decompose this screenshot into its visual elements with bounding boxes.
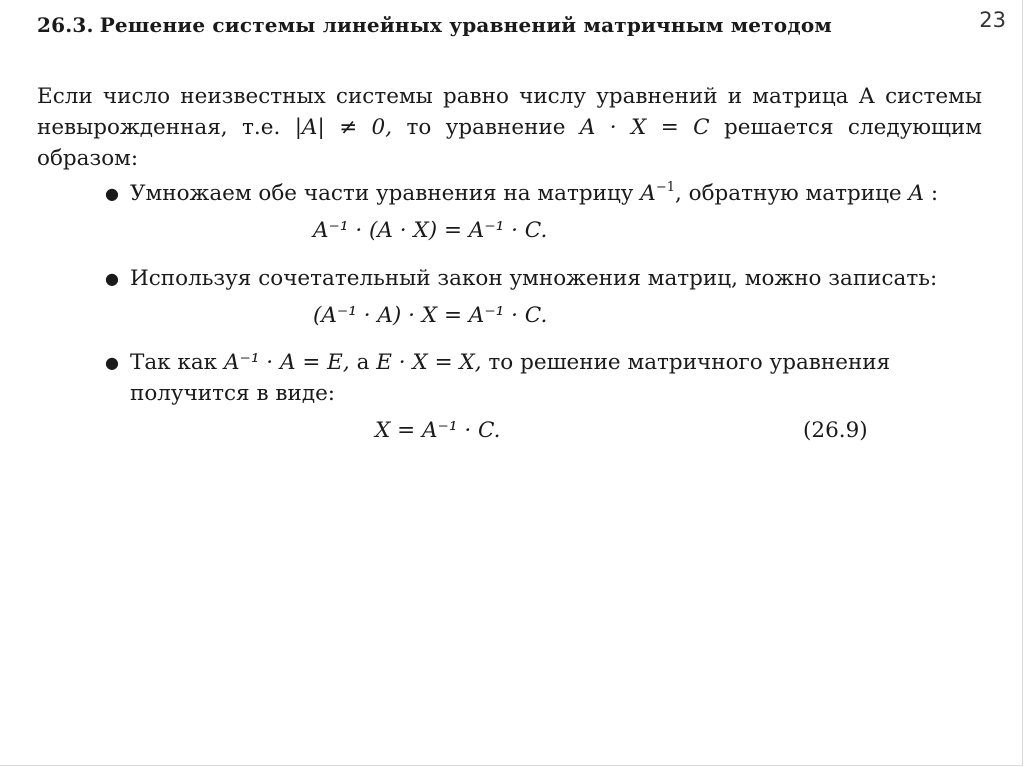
formula-2-text: (A⁻¹ · A) · X = A⁻¹ · C. — [313, 303, 548, 328]
bullet-dot: ● — [105, 184, 119, 203]
bullet-1-text-b: , обратную матрице — [674, 181, 902, 206]
matrix-equation: A · X = C — [579, 115, 710, 140]
bullet-3-math-a: A⁻¹ · A = E, — [223, 350, 350, 375]
section-heading — [37, 13, 832, 37]
determinant-condition: |A| ≠ 0, — [294, 115, 393, 140]
intro-line-1: Если число неизвестных системы равно числу уравнений и матрица А системы — [37, 84, 982, 109]
section-number: 26.3. — [37, 13, 94, 37]
bullet-1-text-c: : — [924, 181, 939, 206]
bullet-dot: ● — [105, 353, 119, 372]
formula-1 — [313, 218, 547, 243]
slide-number: 23 — [979, 8, 1006, 32]
intro-text-b: то уравнение — [406, 115, 566, 140]
bullet-2-text: Используя сочетательный закон умножения матриц, можно записать: — [130, 266, 938, 291]
intro-paragraph — [37, 81, 982, 174]
intro-line-3: образом: — [37, 146, 139, 171]
bullet-3-text-a: Так как — [130, 350, 218, 375]
intro-text-c: решается следующим — [724, 115, 982, 140]
bullet-3-line-1 — [130, 347, 890, 378]
bullet-1-matrix: A — [640, 181, 656, 206]
bullet-1-text — [130, 178, 938, 209]
equation-number: (26.9) — [803, 418, 868, 443]
bullet-3-line-2: получится в виде: — [130, 381, 336, 406]
intro-text-a: невырожденная, т.е. — [37, 115, 281, 140]
formula-1-text: A⁻¹ · (A · X) = A⁻¹ · C. — [313, 218, 548, 243]
formula-3-text: X = A⁻¹ · C. — [375, 418, 501, 443]
bullet-3-math-b: E · X = X, — [376, 350, 482, 375]
bullet-3-text-b: а — [356, 350, 370, 375]
intro-line-2 — [37, 112, 982, 143]
bullet-1-text-a: Умножаем обе части уравнения на матрицу — [130, 181, 634, 206]
formula-3 — [375, 418, 501, 443]
section-title: Решение системы линейных уравнений матричным методом — [99, 13, 832, 37]
bullet-1-exponent: −1 — [655, 180, 675, 195]
bullet-dot: ● — [105, 269, 119, 288]
bullet-1-math-b: A — [908, 181, 925, 206]
bullet-1-math-a — [640, 181, 675, 206]
formula-2 — [313, 303, 547, 328]
bullet-3-text-c: то решение матричного уравнения — [488, 350, 891, 375]
